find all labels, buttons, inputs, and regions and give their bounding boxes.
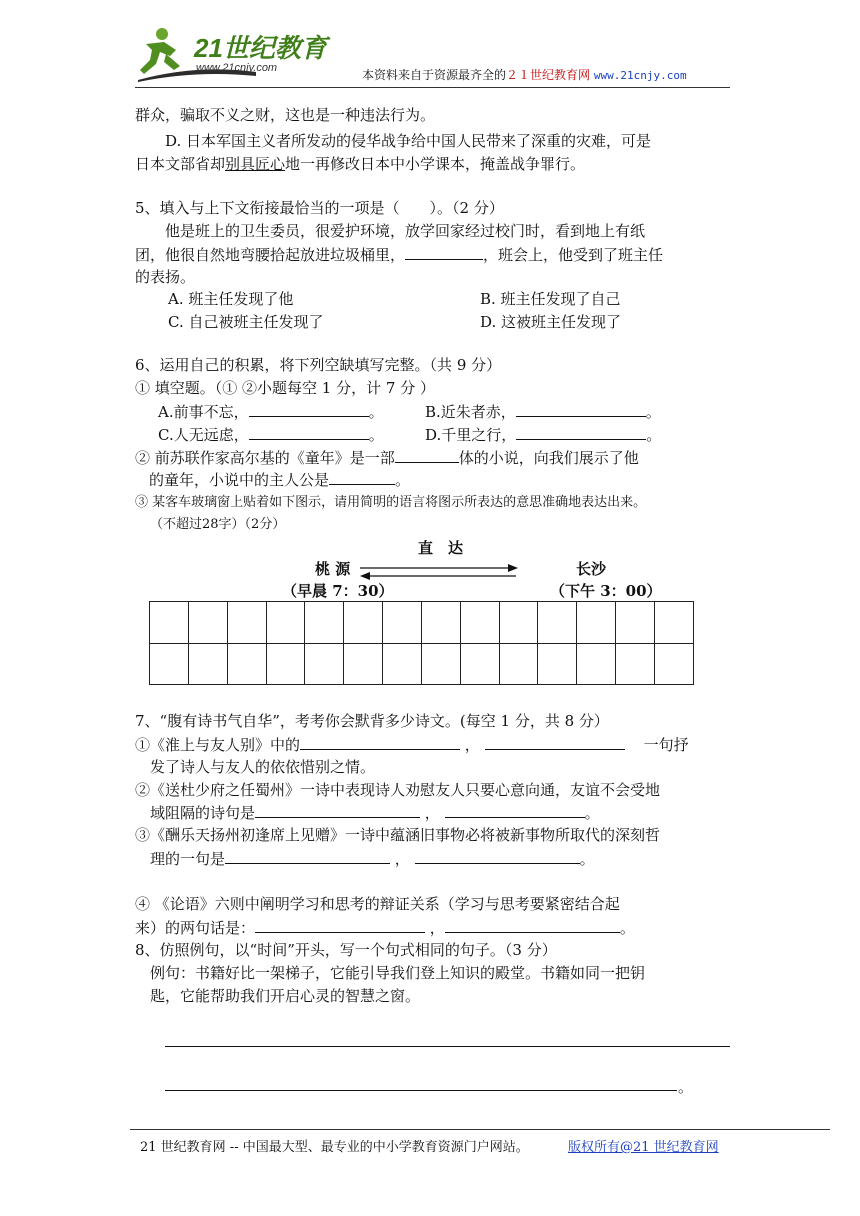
q4-d-line2-post: 地一再修改日本中小学课本，掩盖战争罪行。 <box>285 155 586 173</box>
two-way-arrow-icon <box>358 562 520 582</box>
grid-cell[interactable] <box>538 643 577 685</box>
header-divider <box>135 87 730 88</box>
q7-blank-4a[interactable] <box>255 916 425 933</box>
q7-blank-3b[interactable] <box>415 847 580 864</box>
sign-arrive-time: （下午 3：00） <box>550 582 662 600</box>
grid-cell[interactable] <box>383 643 422 685</box>
q7-i3-line2 <box>150 847 595 870</box>
q7-i1-line1 <box>135 733 689 756</box>
q6-item-b <box>425 400 661 423</box>
q6-item-d <box>425 423 661 446</box>
grid-cell[interactable] <box>654 643 693 685</box>
q6-s2-pre: ② 前苏联作家高尔基的《童年》是一部 <box>135 449 395 467</box>
grid-cell[interactable] <box>421 643 460 685</box>
q7-i2-line2 <box>150 801 600 824</box>
q6-stem: 6、运用自己的积累，将下列空缺填写完整。（共 9 分） <box>135 356 502 374</box>
q6-item-c-period: 。 <box>368 426 384 444</box>
q6-blank-d[interactable] <box>516 423 646 440</box>
q8-answer-line-2[interactable] <box>165 1090 677 1091</box>
grid-cell[interactable] <box>266 643 305 685</box>
q5-p3: 的表扬。 <box>135 268 196 286</box>
grid-cell[interactable] <box>421 602 460 644</box>
q6-item-c <box>158 423 384 446</box>
header-source-site[interactable]: ２１世纪教育网 <box>506 68 591 82</box>
grid-cell[interactable] <box>460 643 499 685</box>
footer-divider <box>130 1129 830 1130</box>
q8-example-line2: 匙，它能帮助我们开启心灵的智慧之窗。 <box>150 987 421 1005</box>
q6-item-c-text: C.人无远虑， <box>158 426 249 444</box>
q6-s3-note: （不超过28字）（2分） <box>150 517 286 532</box>
q5-p1: 他是班上的卫生委员，很爱护环境，放学回家经过校门时，看到地上有纸 <box>165 222 646 240</box>
grid-cell[interactable] <box>499 643 538 685</box>
grid-cell[interactable] <box>616 602 655 644</box>
q4-d-line2-pre: 日本文部省却 <box>135 155 226 173</box>
q7-i2-line1: ②《送杜少府之任蜀州》一诗中表现诗人劝慰友人只要心意向通，友谊不会受地 <box>135 781 661 799</box>
q7-blank-2a[interactable] <box>255 801 420 818</box>
footer-copyright-link[interactable]: 版权所有@21 世纪教育网 <box>568 1140 719 1155</box>
grid-cell[interactable] <box>616 643 655 685</box>
grid-cell[interactable] <box>383 602 422 644</box>
q8-example-line1: 例句：书籍好比一架梯子，它能引导我们登上知识的殿堂。书籍如同一把钥 <box>150 964 646 982</box>
q7-i4-line1: ④ 《论语》六则中阐明学习和思考的辩证关系（学习与思考要紧密结合起 <box>135 895 620 913</box>
grid-cell[interactable] <box>266 602 305 644</box>
q7-i1-post: 一句抒 <box>643 736 689 754</box>
sign-title: 直 达 <box>418 539 464 557</box>
q7-i1-pre: ①《淮上与友人别》中的 <box>135 736 301 754</box>
q6-s1: ① 填空题。（① ②小题每空 1 分，计 7 分 ） <box>135 379 435 397</box>
q7-i4-end: 。 <box>619 919 635 937</box>
q5-p2-post: ，班会上，他受到了班主任 <box>483 246 664 264</box>
q5-option-d[interactable]: D. 这被班主任发现了 <box>480 313 622 331</box>
grid-cell[interactable] <box>227 602 266 644</box>
grid-cell[interactable] <box>305 602 344 644</box>
grid-cell[interactable] <box>150 643 189 685</box>
q6-s3: ③ 某客车玻璃窗上贴着如下图示，请用简明的语言将图示所表达的意思准确地表达出来。 <box>135 495 647 510</box>
site-logo <box>136 20 336 84</box>
q7-i2-comma: ， <box>424 804 440 822</box>
q7-blank-1a[interactable] <box>300 733 460 750</box>
grid-cell[interactable] <box>150 602 189 644</box>
logo-title: 21世纪教育 <box>194 33 327 63</box>
grid-cell[interactable] <box>344 602 383 644</box>
q6-item-a-period: 。 <box>368 403 384 421</box>
q7-i4-line2 <box>135 916 635 939</box>
q5-stem: 5、填入与上下文衔接最恰当的一项是（ ）。（2 分） <box>135 199 504 217</box>
logo-url: www.21cnjy.com <box>196 62 278 74</box>
grid-cell[interactable] <box>227 643 266 685</box>
q7-i2-pre: 域阻隔的诗句是 <box>150 804 256 822</box>
q7-i3-line1: ③《酬乐天扬州初逢席上见赠》一诗中蕴涵旧事物必将被新事物所取代的深刻哲 <box>135 826 661 844</box>
q5-option-b[interactable]: B. 班主任发现了自己 <box>480 290 621 308</box>
q6-s2-line2 <box>149 468 410 491</box>
q6-item-a-text: A.前事不忘， <box>158 403 249 421</box>
q7-i1-comma: ， <box>464 736 480 754</box>
q7-i3-end: 。 <box>579 850 595 868</box>
q7-i4-pre: 来）的两句话是： <box>135 919 256 937</box>
q4-d-underlined-word: 别具匠心 <box>225 155 286 173</box>
grid-cell[interactable] <box>344 643 383 685</box>
q7-blank-2b[interactable] <box>445 801 585 818</box>
q7-blank-4b[interactable] <box>445 916 620 933</box>
sign-to: 长沙 <box>576 560 607 578</box>
q7-stem: 7、“腹有诗书气自华”，考考你会默背多少诗文。(每空 1 分，共 8 分） <box>135 712 609 730</box>
q7-i2-end: 。 <box>584 804 600 822</box>
q6-item-b-period: 。 <box>645 403 661 421</box>
q6-blank-genre[interactable] <box>395 446 459 463</box>
header-source-url[interactable]: www.21cnjy.com <box>593 69 687 82</box>
q6-s2-line1 <box>135 446 639 469</box>
q6-item-b-text: B.近朱者赤， <box>425 403 516 421</box>
sign-from: 桃 源 <box>315 560 351 578</box>
grid-cell[interactable] <box>188 643 227 685</box>
grid-cell[interactable] <box>499 602 538 644</box>
q7-i4-comma: ， <box>429 919 445 937</box>
footer-left: 21 世纪教育网 -- 中国最大型、最专业的中小学教育资源门户网站。 <box>140 1140 529 1155</box>
answer-grid-row <box>150 643 694 685</box>
grid-cell[interactable] <box>654 602 693 644</box>
answer-grid-row <box>150 602 694 644</box>
grid-cell[interactable] <box>538 602 577 644</box>
header-source-prefix: 本资料来自于资源最齐全的 <box>362 68 507 82</box>
q5-option-c[interactable]: C. 自己被班主任发现了 <box>168 313 324 331</box>
q5-p2 <box>135 243 663 266</box>
q7-blank-3a[interactable] <box>225 847 390 864</box>
q4-d-line1: D. 日本军国主义者所发动的侵华战争给中国人民带来了深重的灾难，可是 <box>165 132 652 150</box>
q6-item-d-text: D.千里之行， <box>425 426 517 444</box>
q8-stem: 8、仿照例句，以“时间”开头，写一个句式相同的句子。（3 分） <box>135 941 557 959</box>
sign-depart-time: （早晨 7：30） <box>282 582 394 600</box>
q8-end-period: 。 <box>678 1078 694 1096</box>
q5-p2-pre: 团，他很自然地弯腰拾起放进垃圾桶里， <box>135 246 406 264</box>
grid-cell[interactable] <box>460 602 499 644</box>
q6-s2-post: 体的小说，向我们展示了他 <box>458 449 639 467</box>
grid-cell[interactable] <box>577 643 616 685</box>
grid-cell[interactable] <box>305 643 344 685</box>
q7-blank-1b[interactable] <box>485 733 625 750</box>
grid-cell[interactable] <box>577 602 616 644</box>
q6-blank-c[interactable] <box>249 423 369 440</box>
header-source <box>362 66 687 83</box>
q8-answer-line-1[interactable] <box>165 1046 730 1047</box>
q4-d-line2 <box>135 153 585 175</box>
q6-blank-hero[interactable] <box>329 468 395 485</box>
q6-s2-l2-text: 的童年，小说中的主人公是 <box>149 471 330 489</box>
q6-blank-a[interactable] <box>249 400 369 417</box>
q7-i3-comma: ， <box>394 850 410 868</box>
q6-item-d-period: 。 <box>646 426 662 444</box>
q5-option-a[interactable]: A. 班主任发现了他 <box>168 290 294 308</box>
q6-s2-period: 。 <box>395 471 411 489</box>
q7-i1-line2: 发了诗人与友人的依依惜别之情。 <box>150 758 376 776</box>
q6-item-a <box>158 400 384 423</box>
q5-blank[interactable] <box>405 243 483 260</box>
answer-grid[interactable] <box>149 601 694 685</box>
grid-cell[interactable] <box>188 602 227 644</box>
q4-c-tail: 群众，骗取不义之财，这也是一种违法行为。 <box>135 106 436 124</box>
q6-blank-b[interactable] <box>516 400 646 417</box>
q7-i3-pre: 理的一句是 <box>150 850 226 868</box>
